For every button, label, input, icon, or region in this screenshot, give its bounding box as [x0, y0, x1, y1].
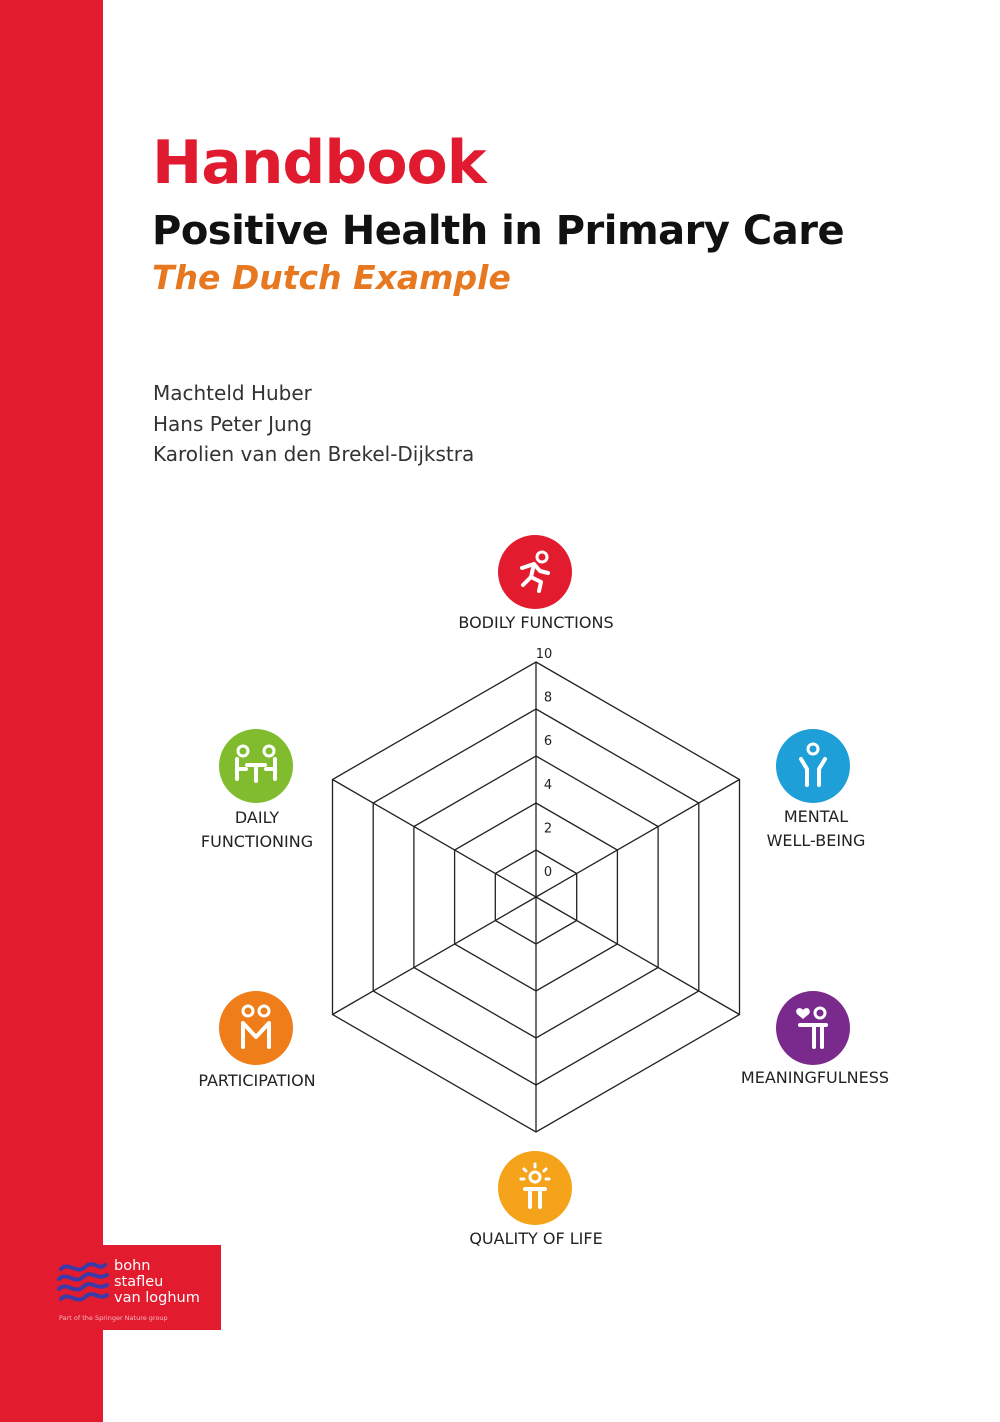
dimension-label-meaningfulness: MEANINGFULNESS — [740, 1068, 890, 1087]
running-person-icon — [498, 535, 572, 609]
author-name: Machteld Huber — [153, 381, 312, 405]
scale-label: 2 — [543, 821, 553, 837]
author-name: Hans Peter Jung — [153, 411, 313, 436]
publisher-name: bohn stafleu van loghum — [114, 1258, 200, 1306]
dimension-label-daily-functioning: DAILY FUNCTIONING — [200, 808, 314, 851]
book-subsubtitle: The Dutch Example — [152, 258, 511, 297]
scale-label: 0 — [543, 865, 553, 880]
web-axis — [333, 897, 537, 1015]
web-axis — [536, 777, 740, 898]
web-axis — [333, 780, 537, 898]
person-with-heart-icon — [776, 991, 850, 1065]
book-subtitle: Positive Health in Primary Care — [152, 208, 845, 254]
scale-label: 8 — [543, 690, 553, 706]
dimension-label-mental-well-being: MENTAL WELL-BEING — [766, 807, 866, 850]
meaningfulness-icon — [776, 991, 850, 1065]
radiant-person-icon — [498, 1151, 572, 1225]
book-title: Handbook — [152, 128, 486, 198]
publisher-logo-block — [51, 1245, 221, 1330]
dimension-label-bodily-functions: BODILY FUNCTIONS — [458, 613, 614, 632]
raised-arms-person-icon — [776, 729, 850, 803]
author-name: Karolien van den Brekel-Dijkstra — [153, 442, 475, 466]
web-axis — [536, 897, 740, 1015]
two-people-icon — [219, 991, 293, 1065]
publisher-wave-logo-icon — [55, 1259, 111, 1307]
participation-icon — [219, 991, 293, 1065]
dimension-label-participation: PARTICIPATION — [198, 1071, 316, 1090]
scale-label: 6 — [543, 734, 553, 750]
quality-of-life-icon — [498, 1151, 572, 1225]
scale-label: 4 — [543, 777, 553, 793]
mental-well-being-icon — [776, 729, 850, 803]
dimension-label-quality-of-life: QUALITY OF LIFE — [469, 1229, 603, 1248]
daily-functioning-icon — [219, 729, 293, 803]
scale-label: 10 — [535, 647, 553, 662]
bodily-functions-icon — [498, 535, 572, 609]
publisher-tagline: Part of the Springer Nature group — [59, 1314, 168, 1322]
people-at-table-icon — [219, 729, 293, 803]
